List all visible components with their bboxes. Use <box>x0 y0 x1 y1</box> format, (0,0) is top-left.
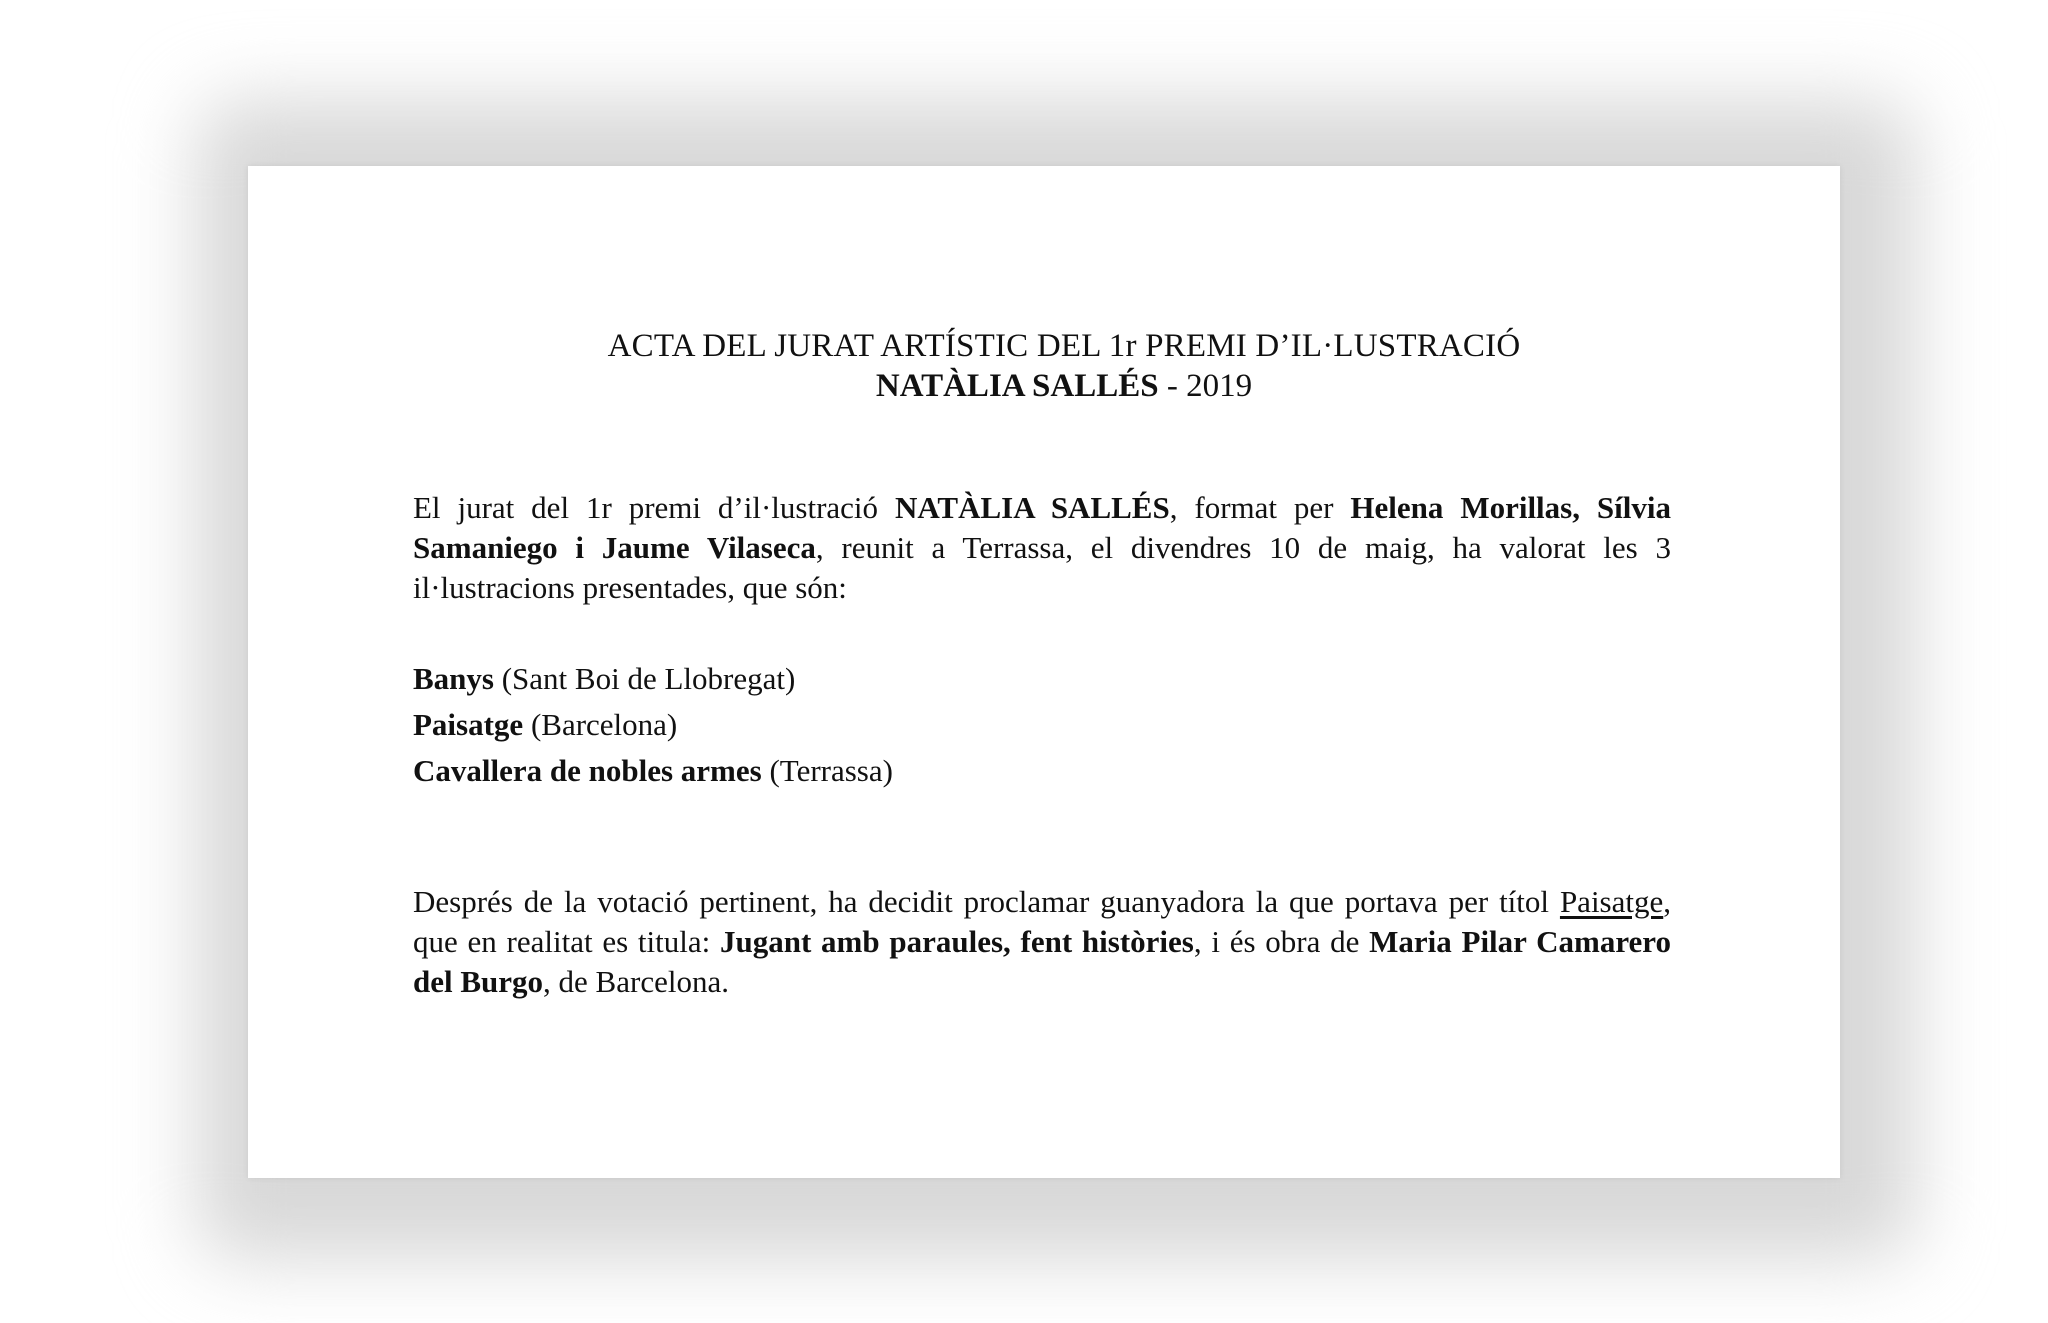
list-item <box>413 702 893 748</box>
paragraph-jury <box>413 488 1671 608</box>
heading-year: - 2019 <box>1158 368 1253 404</box>
work-place: (Terrassa) <box>761 753 893 788</box>
work-title: Cavallera de nobles armes <box>413 753 762 788</box>
paragraph-jury-text-2: , format per <box>1169 490 1351 525</box>
document-page <box>248 166 1840 1178</box>
paragraph-jury-text-1: El jurat del 1r premi d’il·lustració <box>413 490 895 525</box>
works-list <box>413 656 893 794</box>
paragraph-result-text-2: , que en realitat es titula: <box>413 884 1671 959</box>
work-title: Banys <box>413 661 494 696</box>
paragraph-result-real-title: Jugant amb paraules, fent històries <box>719 924 1194 959</box>
paragraph-jury-text-3: , reunit a Terrassa, el divendres 10 de maig, ha valorat les 3 il·lustracions presentades, que són: <box>413 530 1671 605</box>
paragraph-result-winner: Maria Pilar Camarero del Burgo <box>413 924 1671 999</box>
heading-award-name: NATÀLIA SALLÉS <box>875 368 1159 404</box>
work-place: (Sant Boi de Llobregat) <box>493 661 796 696</box>
paragraph-result <box>413 882 1671 1002</box>
document-heading <box>248 326 1840 406</box>
paragraph-jury-members: Helena Morillas, Sílvia Samaniego i Jaume Vilaseca <box>413 490 1671 565</box>
paragraph-jury-award-name: NATÀLIA SALLÉS <box>894 490 1170 525</box>
heading-line-1: ACTA DEL JURAT ARTÍSTIC DEL 1r PREMI D’IL·LUSTRACIÓ <box>607 328 1521 364</box>
paragraph-result-text-4: , de Barcelona. <box>543 964 729 999</box>
heading-line-2 <box>268 366 1840 406</box>
paragraph-result-entry-name: Paisatge <box>1559 884 1664 919</box>
paragraph-result-text-1: Després de la votació pertinent, ha decidit proclamar guanyadora la que portava per títol <box>413 884 1560 919</box>
list-item <box>413 748 893 794</box>
work-place: (Barcelona) <box>523 707 678 742</box>
list-item <box>413 656 893 702</box>
work-title: Paisatge <box>413 707 524 742</box>
paragraph-result-text-3: , i és obra de <box>1193 924 1370 959</box>
